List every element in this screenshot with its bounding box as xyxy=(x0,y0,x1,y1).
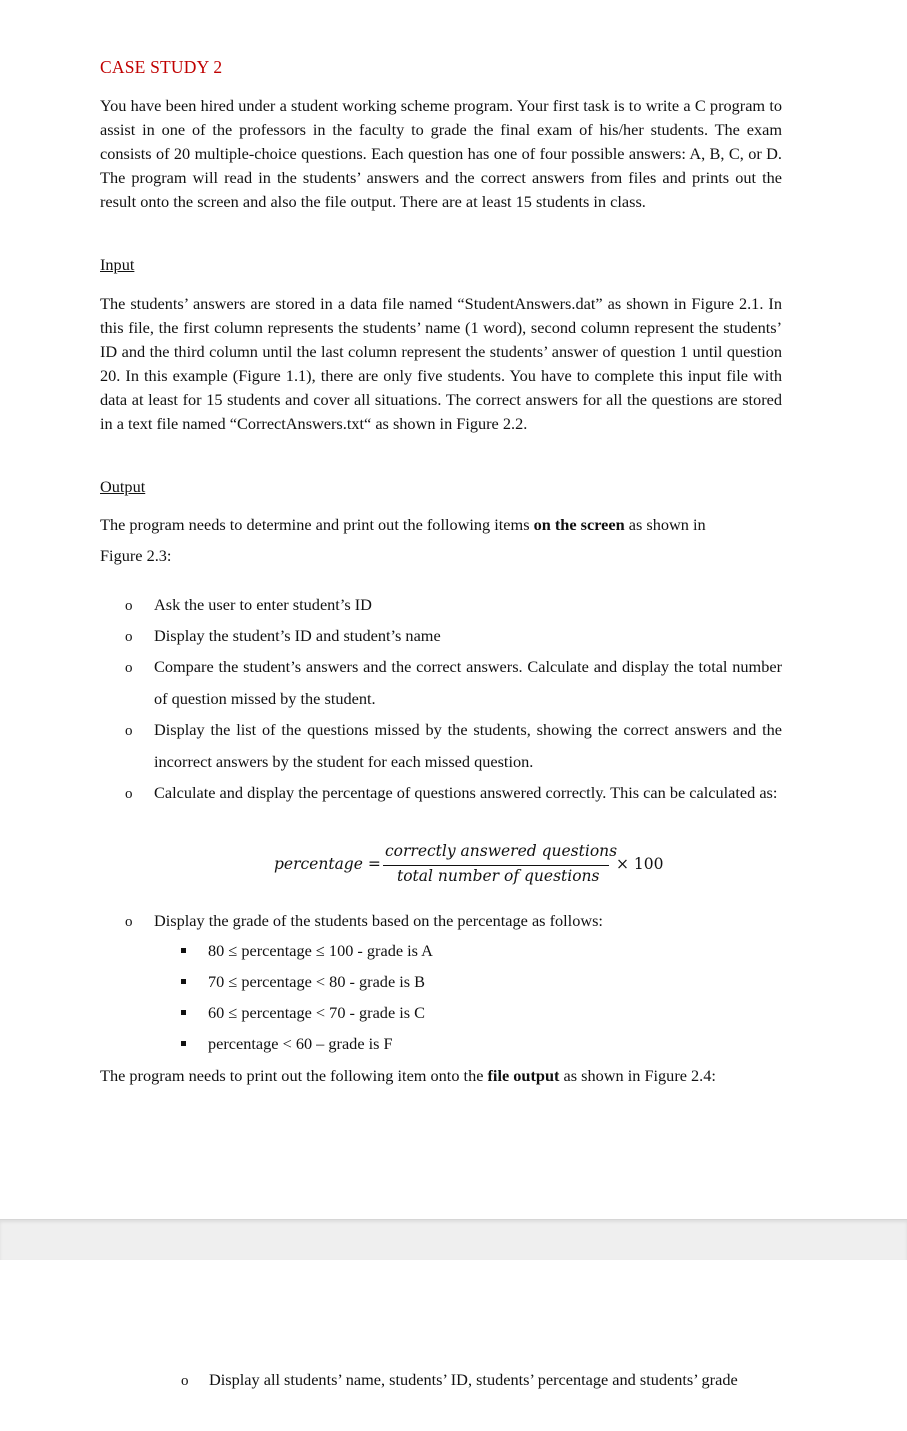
formula-denominator: total number of questions xyxy=(397,867,600,885)
square-bullet-icon xyxy=(181,1041,186,1046)
formula-multiplier: × 100 xyxy=(616,855,664,873)
circle-bullet-icon: o xyxy=(125,786,133,802)
list-item: Display the grade of the students based on the percentage as follows: xyxy=(154,911,603,930)
input-heading: Input xyxy=(100,255,135,274)
circle-bullet-icon: o xyxy=(125,660,133,676)
grade-rule: 60 ≤ percentage < 70 - grade is C xyxy=(208,1003,426,1022)
square-bullet-icon xyxy=(181,1010,186,1015)
list-item: Display the list of the questions missed by the students, showing the correct answers and the incorrect answers by the student for each missed question. xyxy=(154,720,782,771)
circle-bullet-icon: o xyxy=(125,629,133,645)
document-page-2 xyxy=(0,1260,907,1431)
file-output-intro: The program needs to print out the following item onto the file output as shown in Figure 2.4: xyxy=(100,1066,716,1085)
file-output-emphasis: file output xyxy=(487,1066,560,1085)
list-item: Calculate and display the percentage of questions answered correctly. This can be calculated as: xyxy=(154,783,778,802)
output-heading: Output xyxy=(100,477,146,496)
circle-bullet-icon: o xyxy=(125,598,133,614)
input-paragraph: The students’ answers are stored in a data file named “StudentAnswers.dat” as shown in Figure 2.1. In this file, the first column represents the students’ name (1 word), second column represent the students’ ID and the third column until the last column represent the students’ answer of question 1 until question 20. In this example (Figure 1.1), there are only five students. You have to complete this input file with data at least for 15 students and cover all situations. The correct answers for all the questions are stored in a text file named “CorrectAnswers.txt“ as shown in Figure 2.2. xyxy=(100,294,782,433)
percentage-formula xyxy=(274,842,674,890)
list-item: Display the student’s ID and student’s name xyxy=(154,626,441,645)
square-bullet-icon xyxy=(181,979,186,984)
circle-bullet-icon: o xyxy=(125,723,133,739)
on-the-screen-emphasis: on the screen xyxy=(533,515,625,534)
screen-output-intro: The program needs to determine and print out the following items on the screen as shown in xyxy=(100,515,706,534)
circle-bullet-icon: o xyxy=(125,914,133,930)
fraction-bar xyxy=(383,865,609,866)
grade-rule: 80 ≤ percentage ≤ 100 - grade is A xyxy=(208,941,433,960)
list-item: Ask the user to enter student’s ID xyxy=(154,595,372,614)
case-study-title: CASE STUDY 2 xyxy=(100,57,223,77)
grade-rule: percentage < 60 – grade is F xyxy=(208,1034,393,1053)
formula-lhs: percentage = xyxy=(274,855,381,873)
square-bullet-icon xyxy=(181,948,186,953)
screen-output-intro-cont: Figure 2.3: xyxy=(100,546,172,565)
file-output-item: Display all students’ name, students’ ID, students’ percentage and students’ grade xyxy=(209,1370,738,1389)
list-item: Compare the student’s answers and the correct answers. Calculate and display the total number of question missed by the student. xyxy=(154,657,782,708)
intro-paragraph: You have been hired under a student working scheme program. Your first task is to write a C program to assist in one of the professors in the faculty to grade the final exam of his/her students. The exam consists of 20 multiple-choice questions. Each question has one of four possible answers: A, B, C, or D. The program will read in the students’ answers and the correct answers from files and prints out the result onto the screen and also the file output. There are at least 15 students in class. xyxy=(100,96,782,211)
formula-numerator: correctly answered questions xyxy=(385,842,618,860)
circle-bullet-icon: o xyxy=(181,1373,189,1389)
page-separator xyxy=(0,1219,907,1261)
grade-rule: 70 ≤ percentage < 80 - grade is B xyxy=(208,972,426,991)
